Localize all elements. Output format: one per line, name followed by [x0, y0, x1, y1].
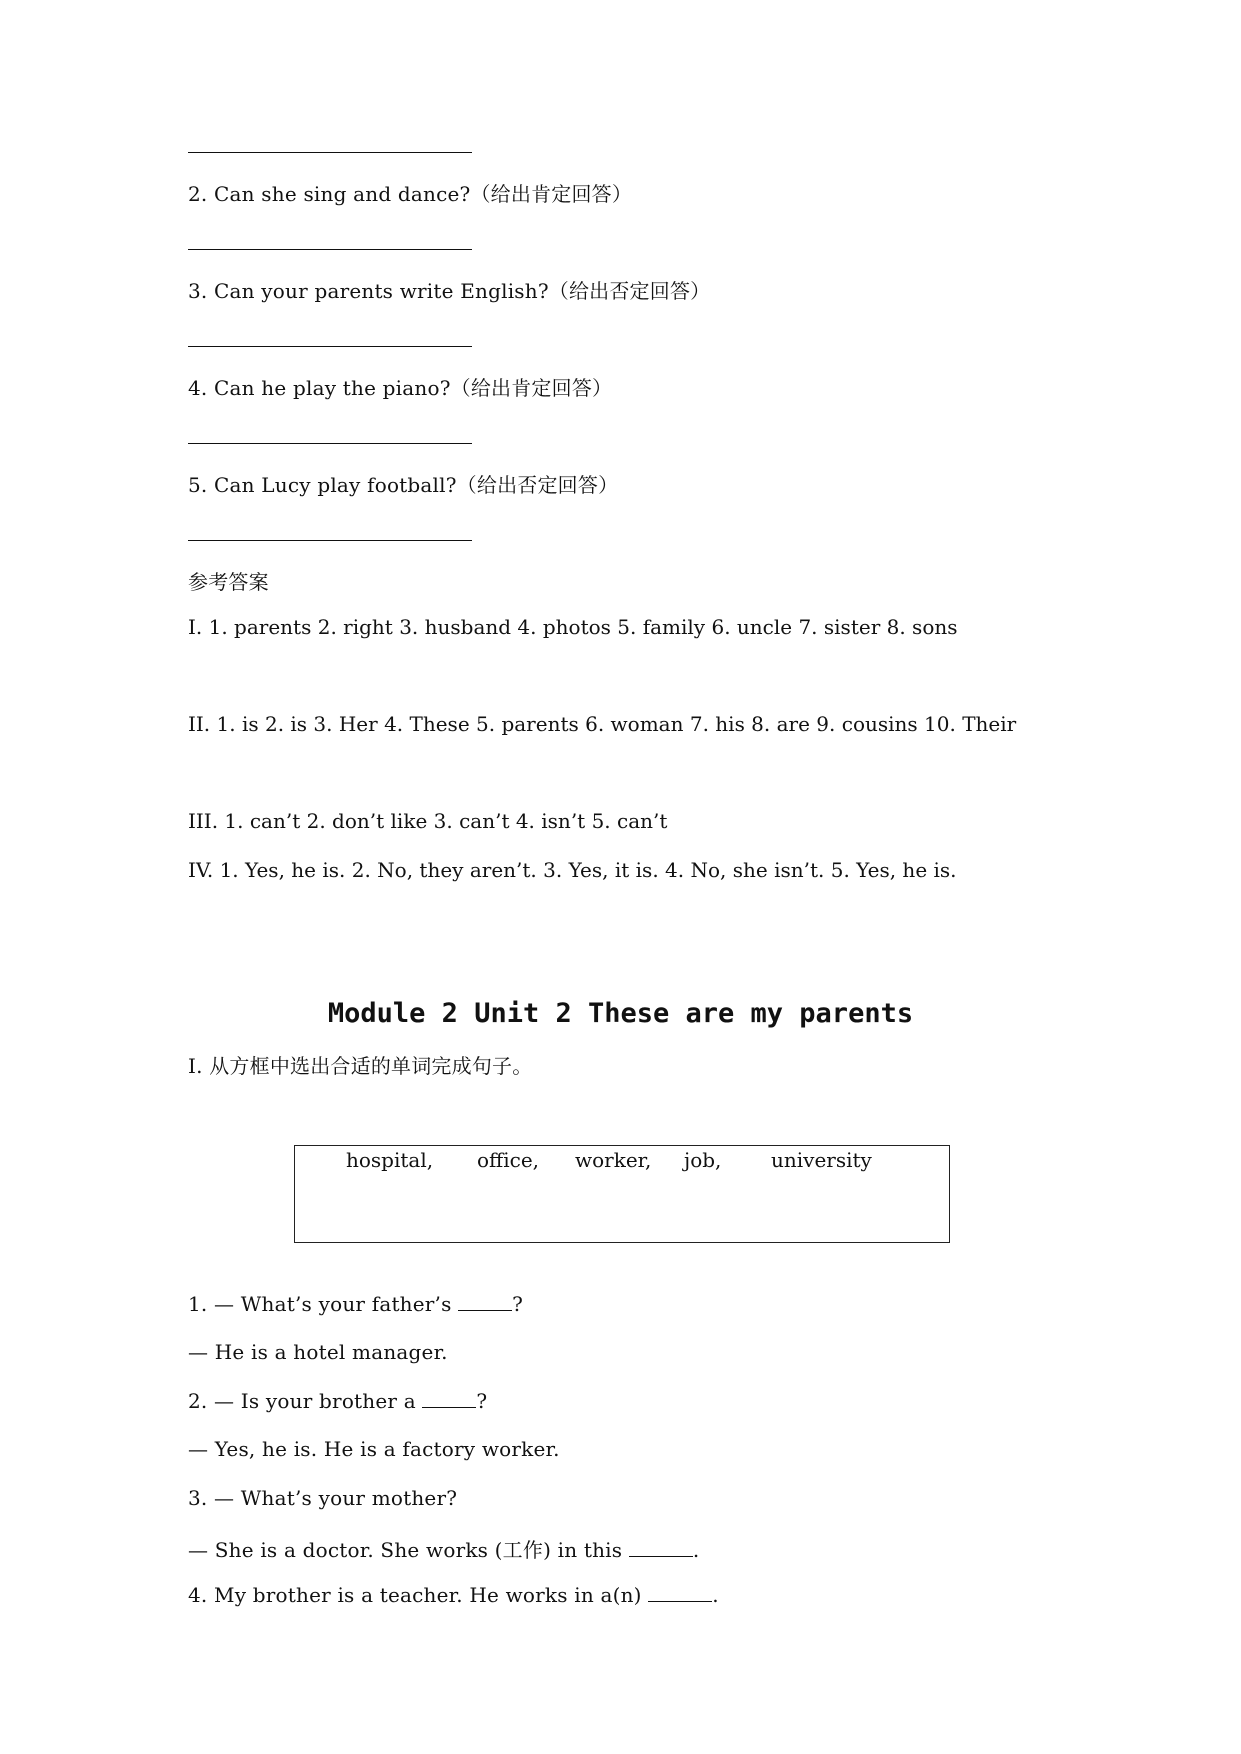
module-title: Module 2 Unit 2 These are my parents: [327, 998, 914, 1029]
answer-key-part-3: III. 1. can’t 2. don’t like 3. can’t 4. isn’t 5. can’t: [188, 809, 668, 833]
answer-line: [188, 540, 472, 541]
question-3: 3. Can your parents write English?（给出否定回答）: [188, 279, 711, 303]
exercise-1-question: [188, 1292, 523, 1316]
word-box-item: university: [771, 1148, 872, 1172]
sentence-text: ?: [512, 1292, 524, 1316]
fill-blank[interactable]: [458, 1294, 512, 1311]
word-box-item: hospital,: [346, 1148, 434, 1172]
exercise-1-answer: — He is a hotel manager.: [188, 1340, 448, 1364]
word-box-item: worker,: [575, 1148, 652, 1172]
word-box-item: job,: [684, 1148, 722, 1172]
question-4: 4. Can he play the piano?（给出肯定回答）: [188, 376, 613, 400]
answer-key-part-1: I. 1. parents 2. right 3. husband 4. photos 5. family 6. uncle 7. sister 8. sons: [188, 615, 958, 639]
fill-blank[interactable]: [422, 1391, 476, 1408]
sentence-text: — She is a doctor. She works (工作) in this: [188, 1538, 629, 1562]
sentence-text: 1. — What’s your father’s: [188, 1292, 459, 1316]
answer-line: [188, 443, 472, 444]
word-box-item: office,: [477, 1148, 540, 1172]
answer-line: [188, 152, 472, 153]
sentence-text: 4. My brother is a teacher. He works in a(n): [188, 1583, 649, 1607]
question-5: 5. Can Lucy play football?（给出否定回答）: [188, 473, 619, 497]
section-instruction: I. 从方框中选出合适的单词完成句子。: [188, 1054, 533, 1078]
answer-key-part-4: IV. 1. Yes, he is. 2. No, they aren’t. 3. Yes, it is. 4. No, she isn’t. 5. Yes, he is.: [188, 858, 957, 882]
sentence-text: 2. — Is your brother a: [188, 1389, 423, 1413]
fill-blank[interactable]: [629, 1540, 693, 1557]
exercise-4: [188, 1583, 719, 1607]
answer-key-part-2: II. 1. is 2. is 3. Her 4. These 5. parents 6. woman 7. his 8. are 9. cousins 10. Their: [188, 712, 1017, 736]
answer-line: [188, 249, 472, 250]
sentence-text: ?: [476, 1389, 488, 1413]
answer-line: [188, 346, 472, 347]
sentence-text: .: [692, 1538, 700, 1562]
answer-key-heading: 参考答案: [188, 570, 269, 594]
question-2: 2. Can she sing and dance?（给出肯定回答）: [188, 182, 633, 206]
exercise-2-question: [188, 1389, 487, 1413]
exercise-2-answer: — Yes, he is. He is a factory worker.: [188, 1437, 560, 1461]
exercise-3-question: 3. — What’s your mother?: [188, 1486, 458, 1510]
sentence-text: .: [712, 1583, 719, 1607]
fill-blank[interactable]: [648, 1585, 712, 1602]
exercise-3-answer: [188, 1534, 699, 1563]
